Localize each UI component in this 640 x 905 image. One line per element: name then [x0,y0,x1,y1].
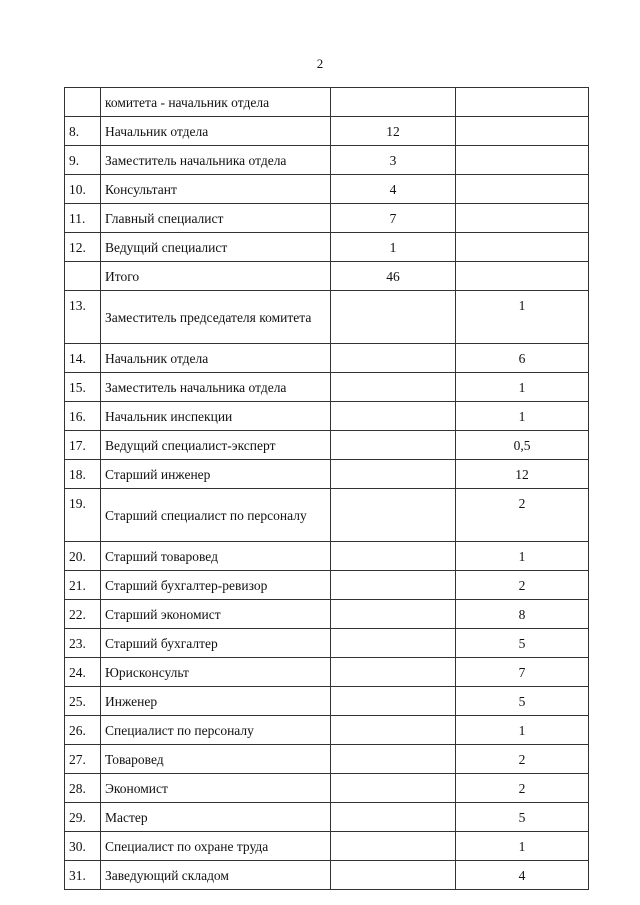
row-number: 18. [65,460,101,489]
count-column-b [456,117,589,146]
position-title: Заместитель председателя комитета [101,291,331,344]
position-title: Главный специалист [101,204,331,233]
row-number: 24. [65,658,101,687]
count-column-a [331,716,456,745]
row-number: 16. [65,402,101,431]
count-column-a [331,600,456,629]
table-row [65,460,589,489]
count-column-a [331,542,456,571]
count-column-b: 12 [456,460,589,489]
position-title: Консультант [101,175,331,204]
staff-table-body [65,88,589,890]
position-title: Заведующий складом [101,861,331,890]
table-row [65,745,589,774]
position-title: Ведущий специалист-эксперт [101,431,331,460]
count-column-b: 4 [456,861,589,890]
count-column-a [331,344,456,373]
row-number: 8. [65,117,101,146]
count-column-a: 4 [331,175,456,204]
count-column-a [331,88,456,117]
count-column-b: 1 [456,832,589,861]
row-number: 28. [65,774,101,803]
position-title: Старший бухгалтер [101,629,331,658]
count-column-a [331,460,456,489]
position-title: Старший бухгалтер-ревизор [101,571,331,600]
row-number: 17. [65,431,101,460]
table-row [65,88,589,117]
table-row [65,233,589,262]
table-row [65,542,589,571]
count-column-b [456,146,589,175]
count-column-a [331,832,456,861]
row-number: 11. [65,204,101,233]
row-number: 26. [65,716,101,745]
count-column-a [331,402,456,431]
count-column-a [331,861,456,890]
table-row-total [65,262,589,291]
count-column-a [331,291,456,344]
table-row [65,600,589,629]
position-title: Специалист по персоналу [101,716,331,745]
count-column-b: 1 [456,542,589,571]
table-row [65,344,589,373]
row-number: 23. [65,629,101,658]
row-number: 29. [65,803,101,832]
row-number: 14. [65,344,101,373]
position-title: Специалист по охране труда [101,832,331,861]
row-number: 31. [65,861,101,890]
count-column-a [331,803,456,832]
count-column-a [331,489,456,542]
position-title: Заместитель начальника отдела [101,373,331,402]
count-column-b: 1 [456,373,589,402]
table-row [65,832,589,861]
count-column-a [331,658,456,687]
count-column-a: 1 [331,233,456,262]
position-title: Мастер [101,803,331,832]
position-title: Итого [101,262,331,291]
table-row [65,431,589,460]
table-row [65,861,589,890]
count-column-b: 7 [456,658,589,687]
table-row [65,774,589,803]
table-row [65,629,589,658]
table-row [65,658,589,687]
table-row [65,146,589,175]
position-title: Юрисконсульт [101,658,331,687]
position-title: Инженер [101,687,331,716]
table-row [65,489,589,542]
count-column-b: 5 [456,687,589,716]
position-title: Товаровед [101,745,331,774]
count-column-a [331,373,456,402]
count-column-b: 2 [456,571,589,600]
table-row [65,402,589,431]
table-row [65,803,589,832]
count-column-b: 6 [456,344,589,373]
count-column-a [331,687,456,716]
count-column-b: 2 [456,774,589,803]
count-column-b: 8 [456,600,589,629]
table-row [65,373,589,402]
table-row [65,716,589,745]
row-number: 20. [65,542,101,571]
table-row [65,687,589,716]
page-number: 2 [316,56,324,71]
row-number [65,262,101,291]
row-number: 21. [65,571,101,600]
table-row [65,571,589,600]
count-column-a [331,745,456,774]
count-column-a: 3 [331,146,456,175]
table-row [65,117,589,146]
row-number: 19. [65,489,101,542]
count-column-a: 12 [331,117,456,146]
position-title: Начальник инспекции [101,402,331,431]
count-column-b [456,204,589,233]
count-column-b: 5 [456,629,589,658]
row-number: 9. [65,146,101,175]
row-number: 12. [65,233,101,262]
row-number: 25. [65,687,101,716]
position-title: Начальник отдела [101,117,331,146]
count-column-b: 2 [456,489,589,542]
row-number: 30. [65,832,101,861]
table-row [65,204,589,233]
staff-table [64,87,589,890]
row-number [65,88,101,117]
count-column-b: 2 [456,745,589,774]
row-number: 10. [65,175,101,204]
count-column-a: 7 [331,204,456,233]
count-column-b [456,233,589,262]
position-title: Старший товаровед [101,542,331,571]
position-title: Старший инженер [101,460,331,489]
position-title: Начальник отдела [101,344,331,373]
count-column-b [456,262,589,291]
count-column-a [331,571,456,600]
count-column-a [331,629,456,658]
count-column-a [331,431,456,460]
position-title: Ведущий специалист [101,233,331,262]
row-number: 22. [65,600,101,629]
position-title: комитета - начальник отдела [101,88,331,117]
position-title: Старший специалист по персоналу [101,489,331,542]
count-column-b: 1 [456,291,589,344]
position-title: Старший экономист [101,600,331,629]
position-title: Заместитель начальника отдела [101,146,331,175]
row-number: 27. [65,745,101,774]
row-number: 13. [65,291,101,344]
count-column-a [331,774,456,803]
table-row [65,291,589,344]
count-column-b: 0,5 [456,431,589,460]
row-number: 15. [65,373,101,402]
count-column-a: 46 [331,262,456,291]
count-column-b [456,175,589,204]
position-title: Экономист [101,774,331,803]
table-row [65,175,589,204]
count-column-b: 1 [456,716,589,745]
count-column-b [456,88,589,117]
count-column-b: 5 [456,803,589,832]
count-column-b: 1 [456,402,589,431]
